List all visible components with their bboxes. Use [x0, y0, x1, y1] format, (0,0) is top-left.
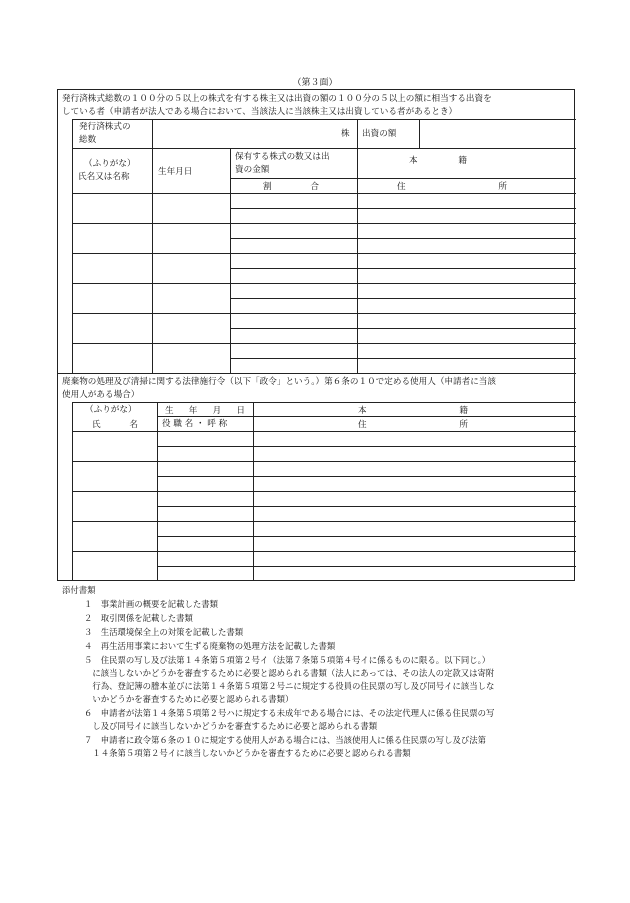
section-divider: [58, 373, 576, 374]
address-header-a: 住: [397, 182, 406, 192]
attachment-line: し及び同号イに該当しないかどうかを審査するために必要と認められる書類: [84, 721, 378, 731]
attachment-line: １４条第５項第２号イに該当しないかどうかを審査するために必要と認められる書類: [84, 748, 411, 758]
s2-dob-1: 年: [188, 406, 198, 416]
table1-col3-line: [357, 119, 358, 373]
attachment-line: ２ 取引関係を記載した書類: [84, 613, 193, 623]
s2-furigana-label: （ふりがな）: [85, 405, 137, 415]
t2-sub-line: [157, 536, 576, 537]
attachment-line: いかどうかを審査するために必要と認められる書類）: [84, 694, 294, 704]
t1-sub-line: [230, 208, 576, 209]
t2-sub-line: [157, 446, 576, 447]
t1-row-line: [72, 343, 576, 344]
attachment-line: ７ 申請者に政令第６条の１０に規定する使用人がある場合には、当該使用人に係る住民票の写し及び法第: [84, 735, 486, 745]
s2-name-b: 名: [129, 420, 138, 430]
s2-name-header: [92, 418, 138, 430]
dob-label: 生年月日: [158, 167, 193, 177]
t1-sub-line: [230, 238, 576, 239]
section2-heading-line1: 廃棄物の処理及び清掃に関する法律施行令（以下「政令」という。）第６条の１０で定める使用人（申請者に当該: [62, 377, 496, 387]
name-label-furigana: （ふりがな）: [84, 159, 136, 169]
address-header-b: 所: [498, 182, 507, 192]
s2-dob-3: 日: [236, 406, 245, 416]
table2-top-line: [72, 402, 576, 403]
address-header: [397, 180, 507, 192]
t1-sub-line: [230, 358, 576, 359]
table1-col2-line: [230, 148, 231, 373]
attachment-line: ５ 住民票の写し及び法第１４条第５項第２号イ（法第７条第５項第４号イに係るものに限る。以下同じ。）: [84, 655, 491, 665]
attachment-line: ４ 再生活用事業において生ずる廃棄物の処理方法を記載した書類: [84, 641, 336, 651]
t2-sub-line: [157, 566, 576, 567]
table1-col1-line: [152, 119, 153, 373]
t1-row-line: [72, 283, 576, 284]
t1-row-line: [72, 223, 576, 224]
s2-address-b: 所: [459, 420, 468, 430]
table1-row1-line: [72, 148, 576, 149]
domicile-header-b: 籍: [458, 156, 467, 166]
s2-role-label: 役 職 名 ・ 呼 称: [162, 419, 228, 429]
page-label: （第３面）: [292, 78, 338, 88]
attachment-line: 行為、登記簿の謄本並びに法第１４条第５項第２号ニに規定する役員の住民票の写し及び同号イに該当しな: [84, 681, 495, 691]
section1-heading-line2: している者（申請者が法人である場合において、当該法人に当該株主又は出資している者があるとき）: [62, 107, 458, 117]
attachments-title: 添付書類: [62, 585, 96, 595]
t2-sub-line: [157, 506, 576, 507]
s2-domicile-header: [358, 404, 468, 416]
s2-domicile-a: 本: [358, 406, 367, 416]
s2-address-header: [358, 418, 468, 430]
s2-dob-header: [165, 404, 245, 416]
t1-sub-line: [230, 298, 576, 299]
capital-label: 出資の額: [362, 129, 397, 139]
s2-address-a: 住: [358, 420, 367, 430]
table1-top-line: [72, 119, 576, 120]
table1-left-line: [72, 119, 73, 373]
total-shares-label-2: 総数: [79, 135, 97, 145]
table1-header-mid-line: [230, 178, 576, 179]
attachment-line: ６ 申請者が法第１４条第５項第２号ハに規定する未成年である場合には、その法定代理人に係る住民票の写: [84, 708, 495, 718]
attachment-line: ３ 生活環境保全上の対策を記載した書類: [84, 627, 244, 637]
s2-dob-0: 生: [165, 406, 174, 416]
shares-unit: 株: [341, 129, 350, 139]
section1-heading-line1: 発行済株式総数の１００分の５以上の株式を有する株主又は出資の額の１００分の５以上の額に相当する出資を: [62, 94, 492, 104]
attachment-line: １ 事業計画の概要を記載した書類: [84, 599, 218, 609]
form-frame: [57, 89, 575, 581]
domicile-header: [409, 154, 467, 166]
holding-label-2: 資の金額: [235, 165, 270, 175]
t1-sub-line: [230, 328, 576, 329]
t2-row-line: [72, 461, 576, 462]
ratio-header-b: 合: [310, 182, 319, 192]
total-shares-label-1: 発行済株式の: [79, 122, 131, 132]
capital-value-divider: [419, 119, 420, 148]
s2-domicile-b: 籍: [459, 406, 468, 416]
table1-header-bottom-line: [72, 193, 576, 194]
attachment-line: に該当しないかどうかを審査するために必要と認められる書類（法人にあっては、その法人の定款又は寄附: [84, 668, 495, 678]
table2-header-mid-line: [157, 416, 576, 417]
holding-label-1: 保有する株式の数又は出: [235, 152, 330, 162]
t2-row-line: [72, 521, 576, 522]
ratio-header: [263, 180, 319, 192]
s2-dob-2: 月: [212, 406, 222, 416]
s2-name-a: 氏: [92, 420, 101, 430]
section2-heading-line2: 使用人がある場合）: [62, 390, 140, 400]
t1-sub-line: [230, 268, 576, 269]
t1-row-line: [72, 313, 576, 314]
table2-header-bottom-line: [72, 431, 576, 432]
t2-sub-line: [157, 476, 576, 477]
t2-row-line: [72, 551, 576, 552]
t1-row-line: [72, 253, 576, 254]
t2-row-line: [72, 491, 576, 492]
ratio-header-a: 割: [263, 182, 272, 192]
name-label: 氏名又は名称: [78, 172, 130, 182]
domicile-header-a: 本: [409, 156, 418, 166]
